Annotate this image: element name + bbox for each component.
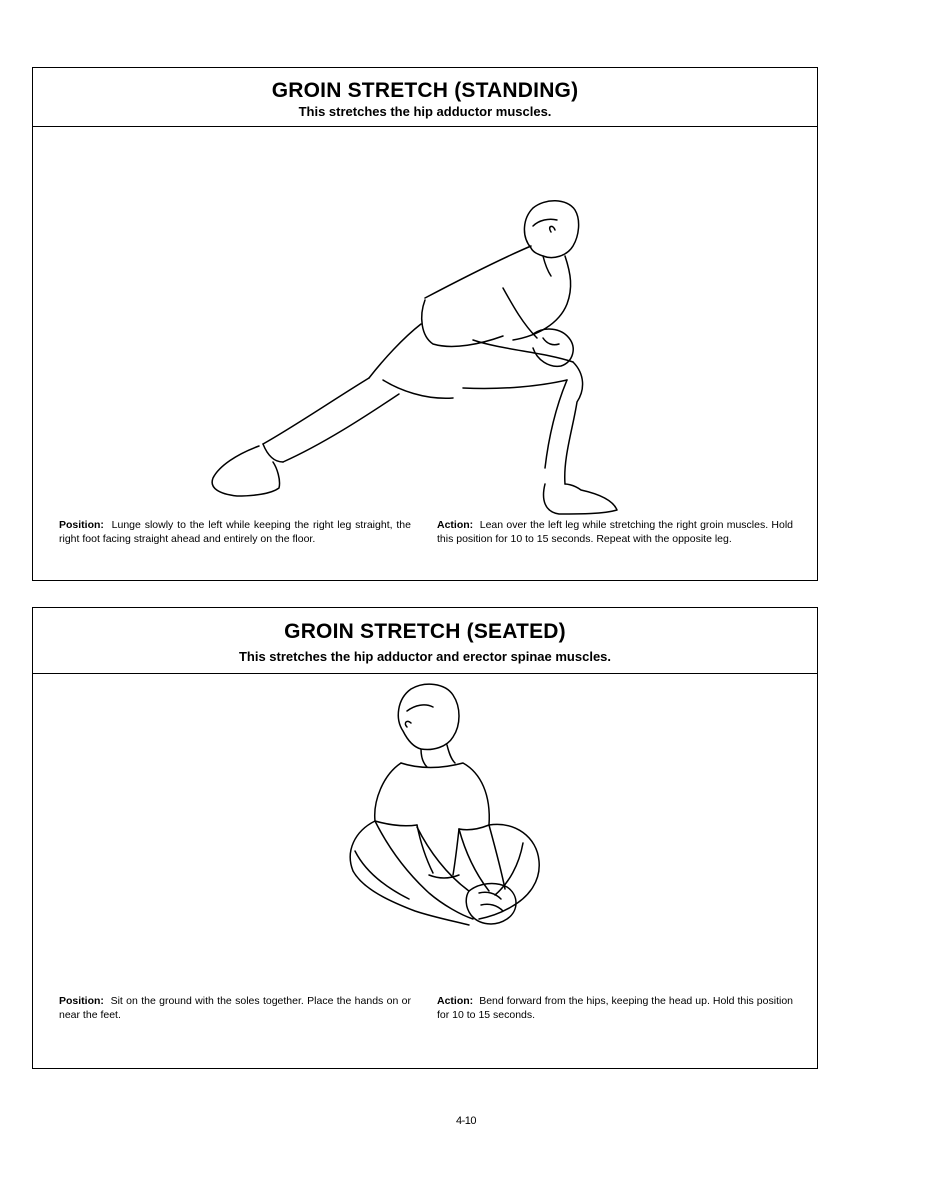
exercise-subtitle: This stretches the hip adductor muscles. (298, 104, 552, 119)
action-label: Action: (437, 995, 474, 1007)
action-label: Action: (437, 519, 474, 531)
position-label: Position: (59, 519, 104, 531)
panel-header (33, 68, 817, 127)
action-text: Bend forward from the hips, keeping the head up. Hold this position for 10 to 15 seconds. (437, 995, 793, 1021)
position-text: Sit on the ground with the soles together. Place the hands on or near the feet. (59, 995, 411, 1021)
panel-header (33, 608, 817, 674)
position-description (59, 518, 411, 546)
standing-stretch-illustration (33, 128, 817, 518)
exercise-panel-standing (32, 67, 818, 581)
exercise-subtitle: This stretches the hip adductor and erector spinae muscles. (238, 649, 612, 664)
action-description (437, 518, 793, 546)
exercise-title: GROIN STRETCH (SEATED) (284, 620, 566, 643)
position-description (59, 994, 411, 1022)
page-number: 4-10 (455, 1115, 477, 1127)
position-label: Position: (59, 995, 104, 1007)
action-description (437, 994, 793, 1022)
exercise-title: GROIN STRETCH (STANDING) (271, 79, 579, 102)
position-text: Lunge slowly to the left while keeping the right leg straight, the right foot facing straight ahead and entirely on the floor. (59, 519, 411, 545)
exercise-panel-seated (32, 607, 818, 1069)
action-text: Lean over the left leg while stretching the right groin muscles. Hold this position for 10 to 15 seconds. Repeat with the opposite leg. (437, 519, 793, 545)
seated-stretch-illustration (33, 675, 817, 995)
